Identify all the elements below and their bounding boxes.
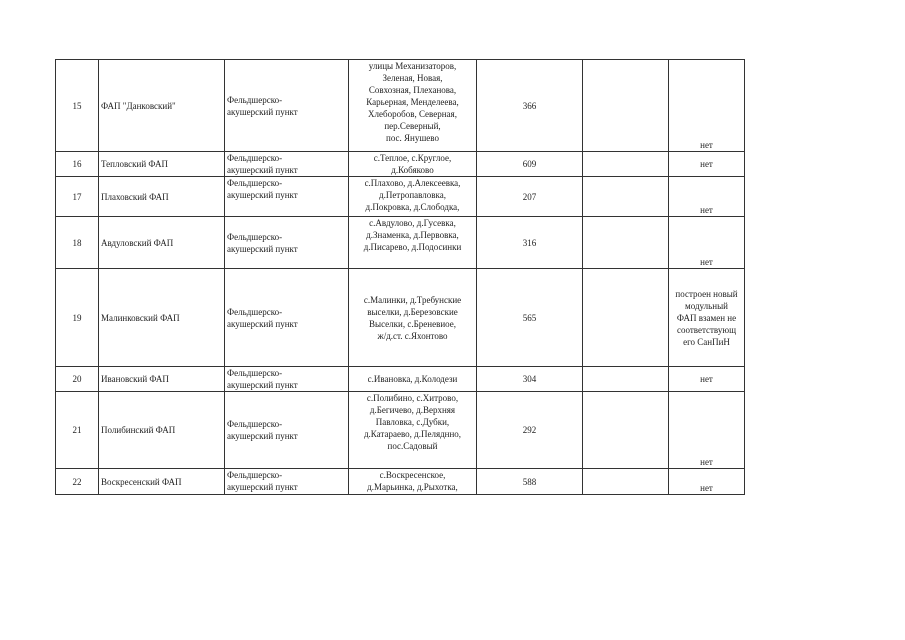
- table-row: [56, 152, 745, 177]
- table-row: [56, 469, 745, 495]
- population-count: 316: [477, 217, 583, 269]
- population-count: 609: [477, 152, 583, 177]
- facility-name: Ивановский ФАП: [99, 367, 225, 392]
- facility-type: Фельдшерско- акушерский пункт: [225, 177, 349, 217]
- table-row: [56, 60, 745, 152]
- facility-type: Фельдшерско- акушерский пункт: [225, 367, 349, 392]
- table-row: [56, 177, 745, 217]
- note-cell: нет: [669, 392, 745, 469]
- empty-cell: [583, 469, 669, 495]
- empty-cell: [583, 269, 669, 367]
- empty-cell: [583, 392, 669, 469]
- facility-name: Малинковский ФАП: [99, 269, 225, 367]
- row-number: 17: [56, 177, 99, 217]
- row-number: 18: [56, 217, 99, 269]
- note-cell: нет: [669, 177, 745, 217]
- facility-name: Полибинский ФАП: [99, 392, 225, 469]
- population-count: 588: [477, 469, 583, 495]
- served-settlements: с.Ивановка, д.Колодези: [349, 367, 477, 392]
- table-row: [56, 269, 745, 367]
- facility-type: Фельдшерско- акушерский пункт: [225, 217, 349, 269]
- population-count: 565: [477, 269, 583, 367]
- row-number: 22: [56, 469, 99, 495]
- empty-cell: [583, 152, 669, 177]
- facility-name: Плаховский ФАП: [99, 177, 225, 217]
- note-cell: построен новый модульный ФАП взамен не соответствующ его СанПиН: [669, 269, 745, 367]
- population-count: 207: [477, 177, 583, 217]
- served-settlements: улицы Механизаторов, Зеленая, Новая, Совхозная, Плеханова, Карьерная, Менделеева, Хлеборобов, Северная, пер.Северный, пос. Янушево: [349, 60, 477, 152]
- facility-type: Фельдшерско- акушерский пункт: [225, 60, 349, 152]
- facility-name: Авдуловский ФАП: [99, 217, 225, 269]
- served-settlements: с.Авдулово, д.Гусевка, д.Знаменка, д.Первовка, д.Писарево, д.Подосинки: [349, 217, 477, 269]
- served-settlements: с.Малинки, д.Требунские выселки, д.Березовские Выселки, с.Бреневиое, ж/д.ст. с.Яхонтово: [349, 269, 477, 367]
- note-cell: нет: [669, 469, 745, 495]
- facility-type: Фельдшерско- акушерский пункт: [225, 269, 349, 367]
- served-settlements: с.Полибино, с.Хитрово, д.Бегичево, д.Верхняя Павловка, с.Дубки, д.Катараево, д.Пеляднно, пос.Садовый: [349, 392, 477, 469]
- fap-table: [55, 59, 745, 495]
- row-number: 16: [56, 152, 99, 177]
- empty-cell: [583, 60, 669, 152]
- served-settlements: с.Теплое, с.Круглое, д.Кобяково: [349, 152, 477, 177]
- population-count: 292: [477, 392, 583, 469]
- empty-cell: [583, 217, 669, 269]
- row-number: 15: [56, 60, 99, 152]
- facility-type: Фельдшерско- акушерский пункт: [225, 392, 349, 469]
- row-number: 20: [56, 367, 99, 392]
- served-settlements: с.Плахово, д.Алексеевка, д.Петропавловка, д.Покровка, д.Слободка,: [349, 177, 477, 217]
- population-count: 366: [477, 60, 583, 152]
- population-count: 304: [477, 367, 583, 392]
- note-cell: нет: [669, 367, 745, 392]
- facility-name: Воскресенский ФАП: [99, 469, 225, 495]
- served-settlements: с.Воскресенское, д.Марьинка, д.Рыхотка,: [349, 469, 477, 495]
- note-cell: нет: [669, 217, 745, 269]
- row-number: 21: [56, 392, 99, 469]
- table-row: [56, 392, 745, 469]
- facility-name: ФАП "Данковский": [99, 60, 225, 152]
- empty-cell: [583, 367, 669, 392]
- note-cell: нет: [669, 60, 745, 152]
- note-cell: нет: [669, 152, 745, 177]
- row-number: 19: [56, 269, 99, 367]
- table-row: [56, 217, 745, 269]
- facility-type: Фельдшерско- акушерский пункт: [225, 152, 349, 177]
- facility-type: Фельдшерско- акушерский пункт: [225, 469, 349, 495]
- facility-name: Тепловский ФАП: [99, 152, 225, 177]
- table-row: [56, 367, 745, 392]
- empty-cell: [583, 177, 669, 217]
